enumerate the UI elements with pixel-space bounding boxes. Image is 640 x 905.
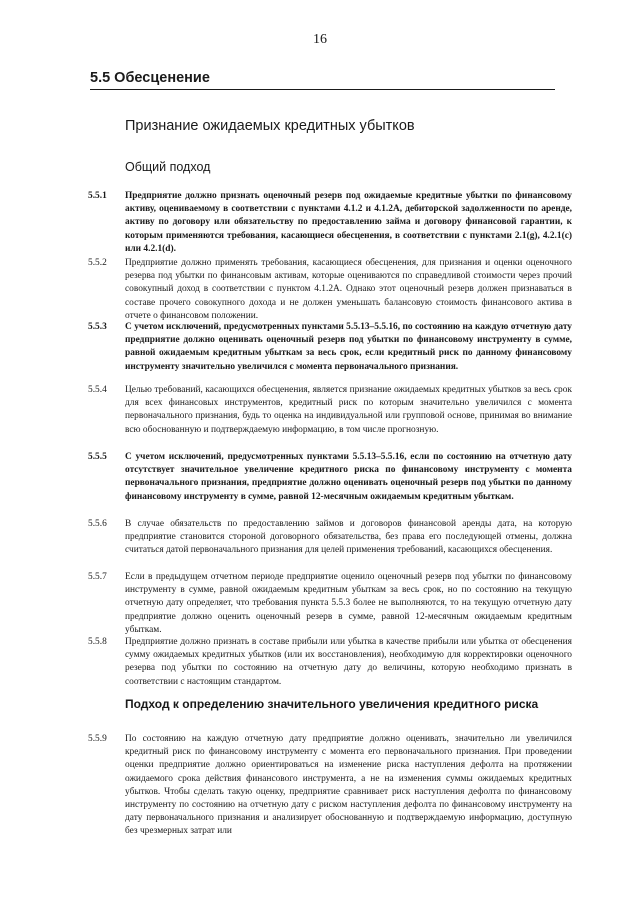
page-number: 16 <box>313 32 327 47</box>
paragraph-text: Предприятие должно признать оценочный резерв под ожидаемые кредитные убытки по финансовому активу, оцениваемому в соответствии с пунктами 4.1.2 и 4.1.2А, дебиторской задолженности по аренде, активу по договору или обязательству по предоставлению займа и договору финансовой гарантии, к которым применяются требования, касающиеся обесценения, в соответствии с пунктами 2.1(g), 4.2.1(c) или 4.2.1(d). <box>125 191 572 254</box>
paragraph <box>88 451 572 504</box>
paragraph-number: 5.5.8 <box>88 637 107 647</box>
paragraph-text: Предприятие должно применять требования, касающиеся обесценения, для признания и оценки оценочного резерва под убытки по финансовым активам, которые оцениваются по справедливой стоимости через прочий совокупный доход в соответствии с пунктом 4.1.2А. Однако этот оценочный резерв должен признаваться в составе прочего совокупного дохода и не должен уменьшать балансовую стоимость финансового актива в отчете о финансовом положении. <box>125 258 572 321</box>
paragraph <box>88 733 572 839</box>
paragraph-number: 5.5.2 <box>88 258 107 268</box>
paragraph <box>88 321 572 374</box>
paragraph-number: 5.5.1 <box>88 191 107 201</box>
paragraph-number: 5.5.4 <box>88 385 107 395</box>
paragraph <box>88 190 572 256</box>
paragraph-text: С учетом исключений, предусмотренных пунктами 5.5.13–5.5.16, по состоянию на каждую отчетную дату предприятие должно оценивать оценочный резерв под убытки по финансовому инструменту в сумме, равной ожидаемым кредитным убыткам за весь срок, если кредитный риск по данному финансовому инструменту значительно увеличился с момента первоначального признания. <box>125 322 572 372</box>
subheading-significant-increase: Подход к определению значительного увеличения кредитного риска <box>125 697 539 711</box>
paragraph-text: Предприятие должно признать в составе прибыли или убытка в качестве прибыли или убытка от обесценения сумму ожидаемых кредитных убытков (или их восстановления), необходимую для корректировки оценочного резерва под убытки по состоянию на отчетную дату до величины, которую необходимо признать в соответствии с настоящим стандартом. <box>125 637 572 687</box>
paragraph <box>88 571 572 637</box>
paragraph-number: 5.5.9 <box>88 734 107 744</box>
paragraph-number: 5.5.7 <box>88 572 107 582</box>
paragraph-number: 5.5.3 <box>88 322 107 332</box>
paragraph-number: 5.5.6 <box>88 519 107 529</box>
paragraph-text: В случае обязательств по предоставлению займов и договоров финансовой аренды дата, на которую предприятие становится стороной договорного обязательства, без права его последующей отмены, должна считаться датой первоначального признания для целей применения требований, касающихся обесценения. <box>125 519 572 556</box>
paragraph-text: По состоянию на каждую отчетную дату предприятие должно оценивать, значительно ли увеличился кредитный риск по финансовому инструменту с момента его первоначального признания. При проведении оценки предприятие должно ориентироваться на изменение риска наступления дефолта на протяжении ожидаемого срока действия финансового инструмента, а не на изменения суммы ожидаемых кредитных убытков. Чтобы сделать такую оценку, предприятие сравнивает риск наступления дефолта по финансовому инструменту по состоянию на отчетную дату с риском наступления дефолта по финансовому инструменту на дату первоначального признания и анализирует обоснованную и подтверждаемую информацию, доступную без чрезмерных затрат или <box>125 734 572 837</box>
paragraph-text: Если в предыдущем отчетном периоде предприятие оценило оценочный резерв под убытки по финансовому инструменту в сумме, равной ожидаемым кредитным убыткам за весь срок, но по состоянию на текущую отчетную дату определяет, что требования пункта 5.5.3 более не выполняются, то на текущую отчетную дату предприятие должно оценить оценочный резерв в сумме, равной 12-месячным ожидаемым кредитным убыткам. <box>125 572 572 635</box>
paragraph <box>88 636 572 689</box>
document-subtitle: Признание ожидаемых кредитных убытков <box>125 118 415 134</box>
paragraph-text: Целью требований, касающихся обесценения, является признание ожидаемых кредитных убытков за весь срок для всех финансовых инструментов, кредитный риск по которым значительно увеличился с момента первоначального признания, будь то оценка на индивидуальной или групповой основе, принимая во внимание всю обоснованную и подтверждаемую информацию, в том числе прогнозную. <box>125 385 572 435</box>
subheading-general-approach: Общий подход <box>125 160 211 174</box>
paragraph <box>88 257 572 323</box>
paragraph-text: С учетом исключений, предусмотренных пунктами 5.5.13–5.5.16, если по состоянию на отчетную дату отсутствует значительное увеличение кредитного риска по финансовому инструменту с момента первоначального признания, предприятие должно оценивать оценочный резерв под убытки по данному финансовому инструменту в сумме, равной 12-месячным ожидаемым кредитным убыткам. <box>125 452 572 502</box>
paragraph <box>88 518 572 558</box>
paragraph-number: 5.5.5 <box>88 452 107 462</box>
paragraph <box>88 384 572 437</box>
section-heading: 5.5 Обесценение <box>90 70 555 90</box>
